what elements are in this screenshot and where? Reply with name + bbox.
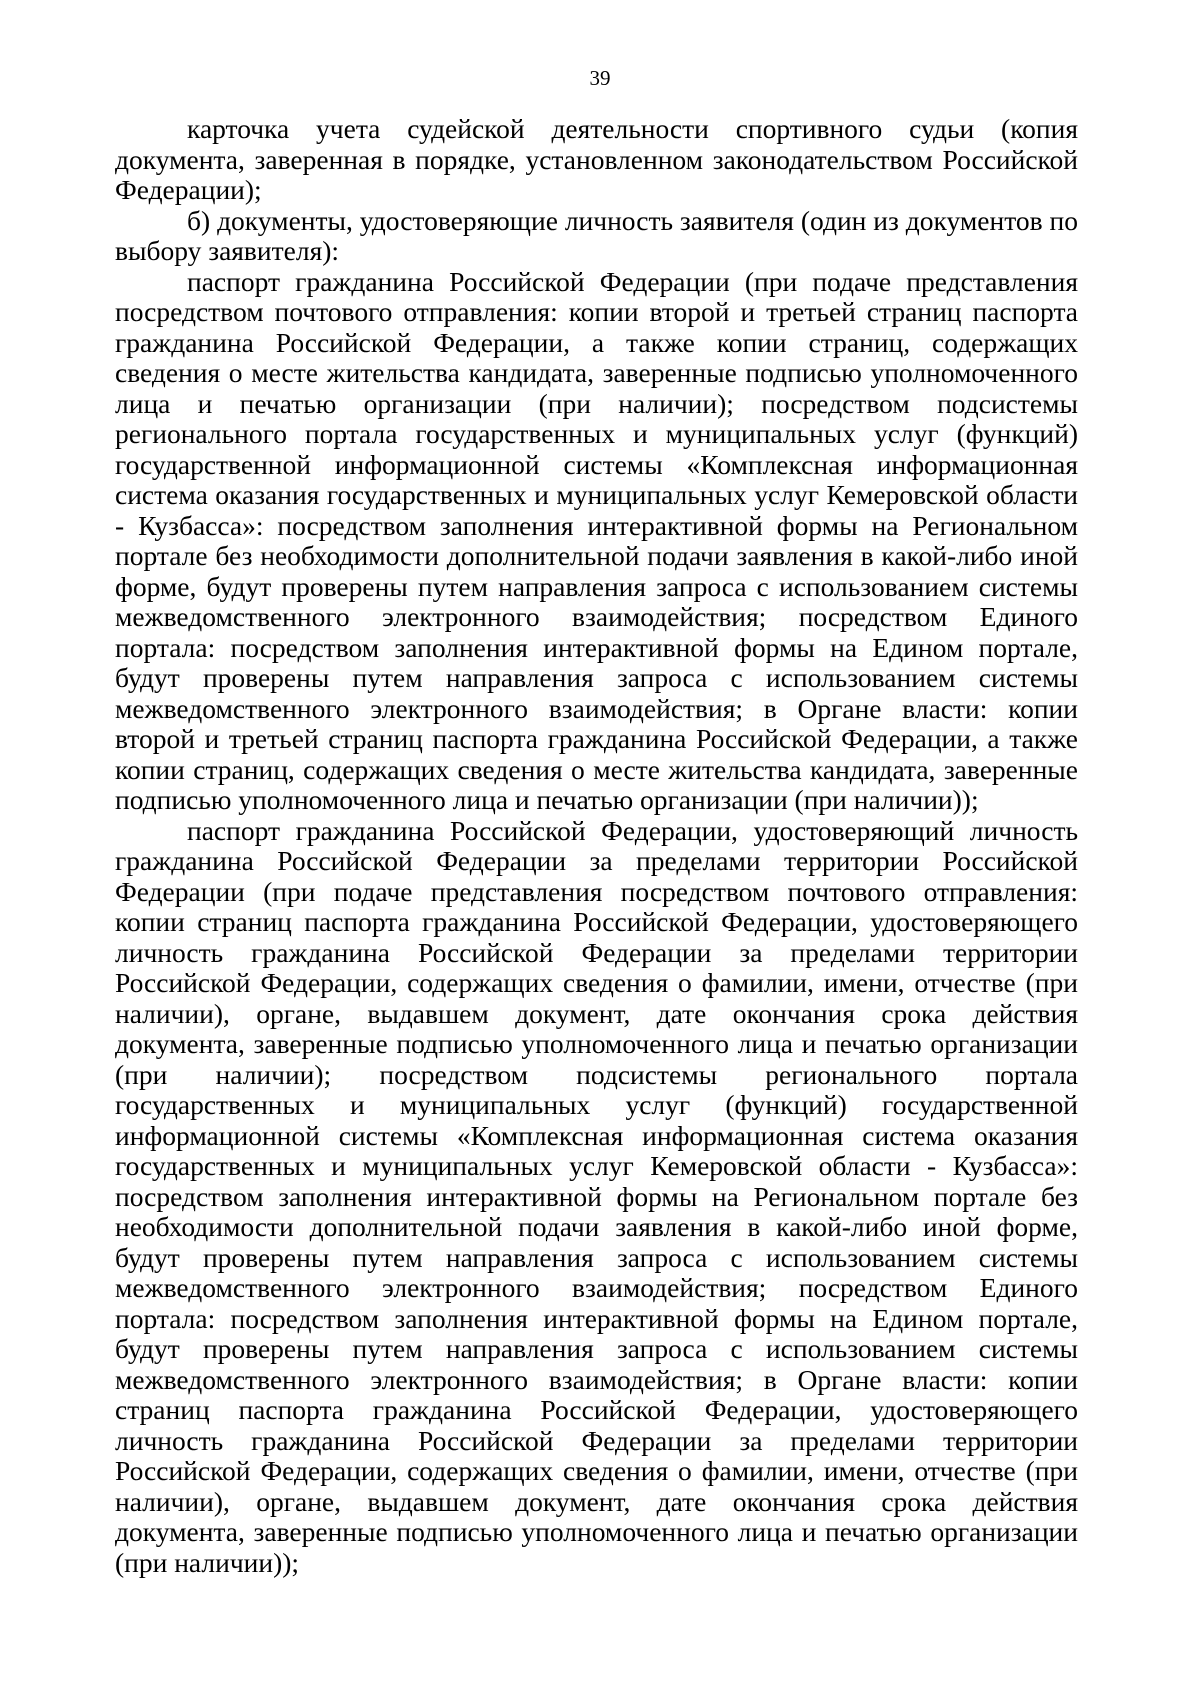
- document-body: [115, 114, 1078, 1578]
- page-number: 39: [589, 66, 611, 90]
- paragraph-foreign-passport: паспорт гражданина Российской Федерации, удостоверяющий личность гражданина Российской Федерации за пределами территории Российской Федерации (при подаче представления посредством почтового отправления: копии страниц паспорта гражданина Российской Федерации, удостоверяющего личность гражданина Российской Федерации за пределами территории Российской Федерации, содержащих сведения о фамилии, имени, отчестве (при наличии), органе, выдавшем документ, дате окончания срока действия документа, заверенные подписью уполномоченного лица и печатью организации (при наличии); посредством подсистемы регионального портала государственных и муниципальных услуг (функций) государственной информационной системы «Комплексная информационная система оказания государственных и муниципальных услуг Кемеровской области - Кузбасса»: посредством заполнения интерактивной формы на Региональном портале без необходимости дополнительной подачи заявления в какой-либо иной форме, будут проверены путем направления запроса с использованием системы межведомственного электронного взаимодействия; посредством Единого портала: посредством заполнения интерактивной формы на Едином портале, будут проверены путем направления запроса с использованием системы межведомственного электронного взаимодействия; в Органе власти: копии страниц паспорта гражданина Российской Федерации, удостоверяющего личность гражданина Российской Федерации за пределами территории Российской Федерации, содержащих сведения о фамилии, имени, отчестве (при наличии), органе, выдавшем документ, дате окончания срока действия документа, заверенные подписью уполномоченного лица и печатью организации (при наличии));: [115, 814, 1078, 1578]
- paragraph-judge-record-card: карточка учета судейской деятельности спортивного судьи (копия документа, заверенная в порядке, установленном законодательством Российской Федерации);: [115, 113, 1078, 205]
- paragraph-identity-documents: б) документы, удостоверяющие личность заявителя (один из документов по выбору заявителя):: [115, 204, 1078, 266]
- paragraph-domestic-passport: паспорт гражданина Российской Федерации (при подаче представления посредством почтового отправления: копии второй и третьей страниц паспорта гражданина Российской Федерации, а также копии страниц, содержащих сведения о месте жительства кандидата, заверенные подписью уполномоченного лица и печатью организации (при наличии); посредством подсистемы регионального портала государственных и муниципальных услуг (функций) государственной информационной системы «Комплексная информационная система оказания государственных и муниципальных услуг Кемеровской области - Кузбасса»: посредством заполнения интерактивной формы на Региональном портале без необходимости дополнительной подачи заявления в какой-либо иной форме, будут проверены путем направления запроса с использованием системы межведомственного электронного взаимодействия; посредством Единого портала: посредством заполнения интерактивной формы на Едином портале, будут проверены путем направления запроса с использованием системы межведомственного электронного взаимодействия; в Органе власти: копии второй и третьей страниц паспорта гражданина Российской Федерации, а также копии страниц, содержащих сведения о месте жительства кандидата, заверенные подписью уполномоченного лица и печатью организации (при наличии));: [115, 265, 1078, 815]
